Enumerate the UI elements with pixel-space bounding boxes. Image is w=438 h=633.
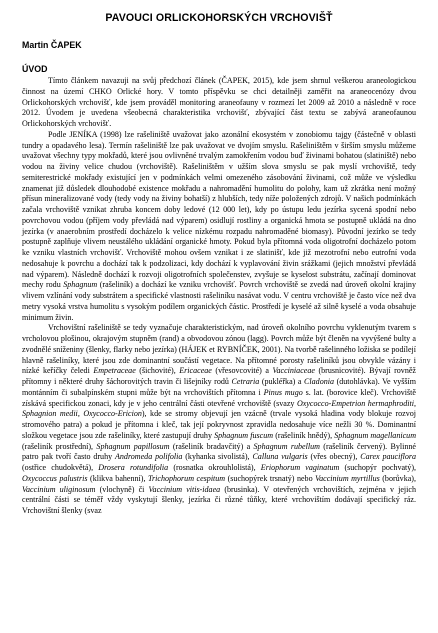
paragraph-intro: Tímto článkem navazuji na svůj předchozí článek (ČAPEK, 2015), kde jsem shrnul veškerou araneologickou činnost na území CHKO Orlické hory. V tomto příspěvku se chci detailněji zaměřit na araneocenózy dvou Orlickohorských vrchovišť, kde jsem prováděl monitoring araneofauny v rozmezí let 2009 až 2010 a následně v roce 2012. Úvodem je uvedena všeobecná charakteristika vrchovišť, zbývající část textu se zabývá araneofaunou Orlickohorských vrchovišť.	[22, 76, 416, 128]
paragraph-morphology: Vrchovištní rašeliniště se tedy vyznačuje charakteristickým, nad úroveň okolního povrchu vyklenutým tvarem s vrcholovou plošinou, okrajovým stupněm (rand) a obvodovou zónou (lagg). Povrch může být členěn na vyvýšené bulty a zvodnělé sníženiny (šlenky, flarky nebo jezírka) (HÁJEK et RYBNÍČEK, 2001). Na tvorbě rašelinného ložiska se podílejí hlavně rašeliníky, které jsou zde dominantní součástí vegetace. Na přítomné porosty rašeliníků jsou obvykle vázány i nízké keříčky čeledi Empetraceae (šichovité), Ericaceae (vřesovcovité) a Vacciniaceae (brusnicovité). Bývají rovněž přítomny i některé druhy šáchorovitých travin či lišejníky rodů Cetraria (pukléřka) a Cladonia (dutohlávka). Ve vyšším montánním či subalpínském stupni může být na vrchovištích přítomna i Pinus mugo s. lat. (borovice kleč). Vrchoviště získává specifickou zonaci, kdy je v jeho centrální části otevřené vrchoviště (svazy Oxycocco-Empetrion hermaphroditi, Sphagnion medii, Oxycocco-Ericion), kde se stromy objevují jen vzácně (trvale vysoká hladina vody blokuje rozvoj stromového patra) a pokud je přítomna i kleč, tak její pokryvnost zpravidla nedosahuje více nežli 30 %. Dominantní složkou vegetace jsou zde rašeliníky, které zastupují druhy Sphagnum fuscum (rašeliník hnědý), Sphagnum magellanicum (rašeliník prostřední), Sphagnum papillosum (rašeliník bradavčitý) a Sphagnum rubellum (rašeliník červený). Bylinné patro pak tvoří často druhy Andromeda polifolia (kyhanka sivolistá), Calluna vulgaris (vřes obecný), Carex pauciflora (ostřice chudokvětá), Drosera rotundifolia (rosnatka okrouhlolistá), Eriophorum vaginatum (suchopýr pochvatý), Oxycoccus palustris (klikva bahenní), Trichophorum cespitum (suchopýrek trsnatý) nebo Vaccinium myrtillus (borůvka), Vaccinium uliginosum (vlochyně) či Vaccinium vitis-idaea (brusinka). V otevřených vrchovištích, zejména v jejich centrální části se téměř vždy vyskytují šlenky, jezírka či různé tůňky, které vrchovištím dodávají specifický ráz. Vrchovištní šlenky (svaz	[22, 323, 417, 515]
article-title: PAVOUCI ORLICKOHORSKÝCH VRCHOVIŠŤ	[105, 12, 333, 24]
section-heading: ÚVOD	[22, 64, 48, 74]
paragraph-definition: Podle JENÍKA (1998) lze rašeliniště uvažovat jako azonální ekosystém v zonobiomu tajgy (částečně v oblasti tundry a opadavého lesa). Termín rašeliniště lze pak uvažovat ve dvojím smyslu. Rašeliništěm v širším smyslu můžeme uvažovat všechny typy mokřadů, které jsou ovlivněné trvalým zamokřením vodou buď živinami bohatou (slatiniště) nebo vodou na živiny velice chudou (vrchoviště). Rašeliništěm v užším slova smyslu se pak myslí vrchoviště, tedy semiterestrické mokřady existující jen v podmínkách velmi omezeného zásobování živinami, což může ve výsledku znamenat již důsledek dlouhodobé existence mokřadu a nahromadění humolitu do polohy, kam už zkrátka není možný přísun mineralizované vody (tedy vody na živiny bohatší) z hlubších, tedy níže položených zdrojů. V našich podmínkách začala vrchoviště vznikat zhruba koncem doby ledové (12 000 let), kdy po ústupu ledu jezírka sycená spodní nebo povrchovou vodou (příjem vody převládá nad výparem) osidlují rostliny a organická hmota se postupně ukládá na dno jezírka (v anaerobním prostředí docházelo k velice nízkému rozpadu nahromaděné biomasy). Původní jezírko se tedy postupně zaplňuje vlivem neustálého ukládání organické hmoty. Pokud byla přítomná voda oligotrofní docházelo potom ke vzniku vlastních vrchovišť. Vrchoviště mohou ovšem vznikat i ze slatinišť, kde již mezotrofní nebo eutrofní voda nedosahuje k povrchu a dochází tak k podzolizaci, kdy dochází k vyplavování živin srážkami (jejich množství převládá nad výparem). Následně dochází k rozvoji oligotrofních společenstev, zvyšuje se kyselost substrátu, začínají dominovat mechy rodu Sphagnum (rašeliník) a dochází ke vzniku vrchovišť. Povrch vrchoviště se zvedá nad úroveň okolní krajiny vlivem vzlínání vody substrátem a specifické vlastnosti rašeliníku nasávat vodu. V centru vrchoviště je často více než dva metry vysoká vrstva humolitu s vysokým podílem organických částic. Prostředí je kyselé až silně kyselé a voda obsahuje minimum živin.	[22, 129, 416, 322]
author-name: Martin ČAPEK	[22, 40, 82, 50]
